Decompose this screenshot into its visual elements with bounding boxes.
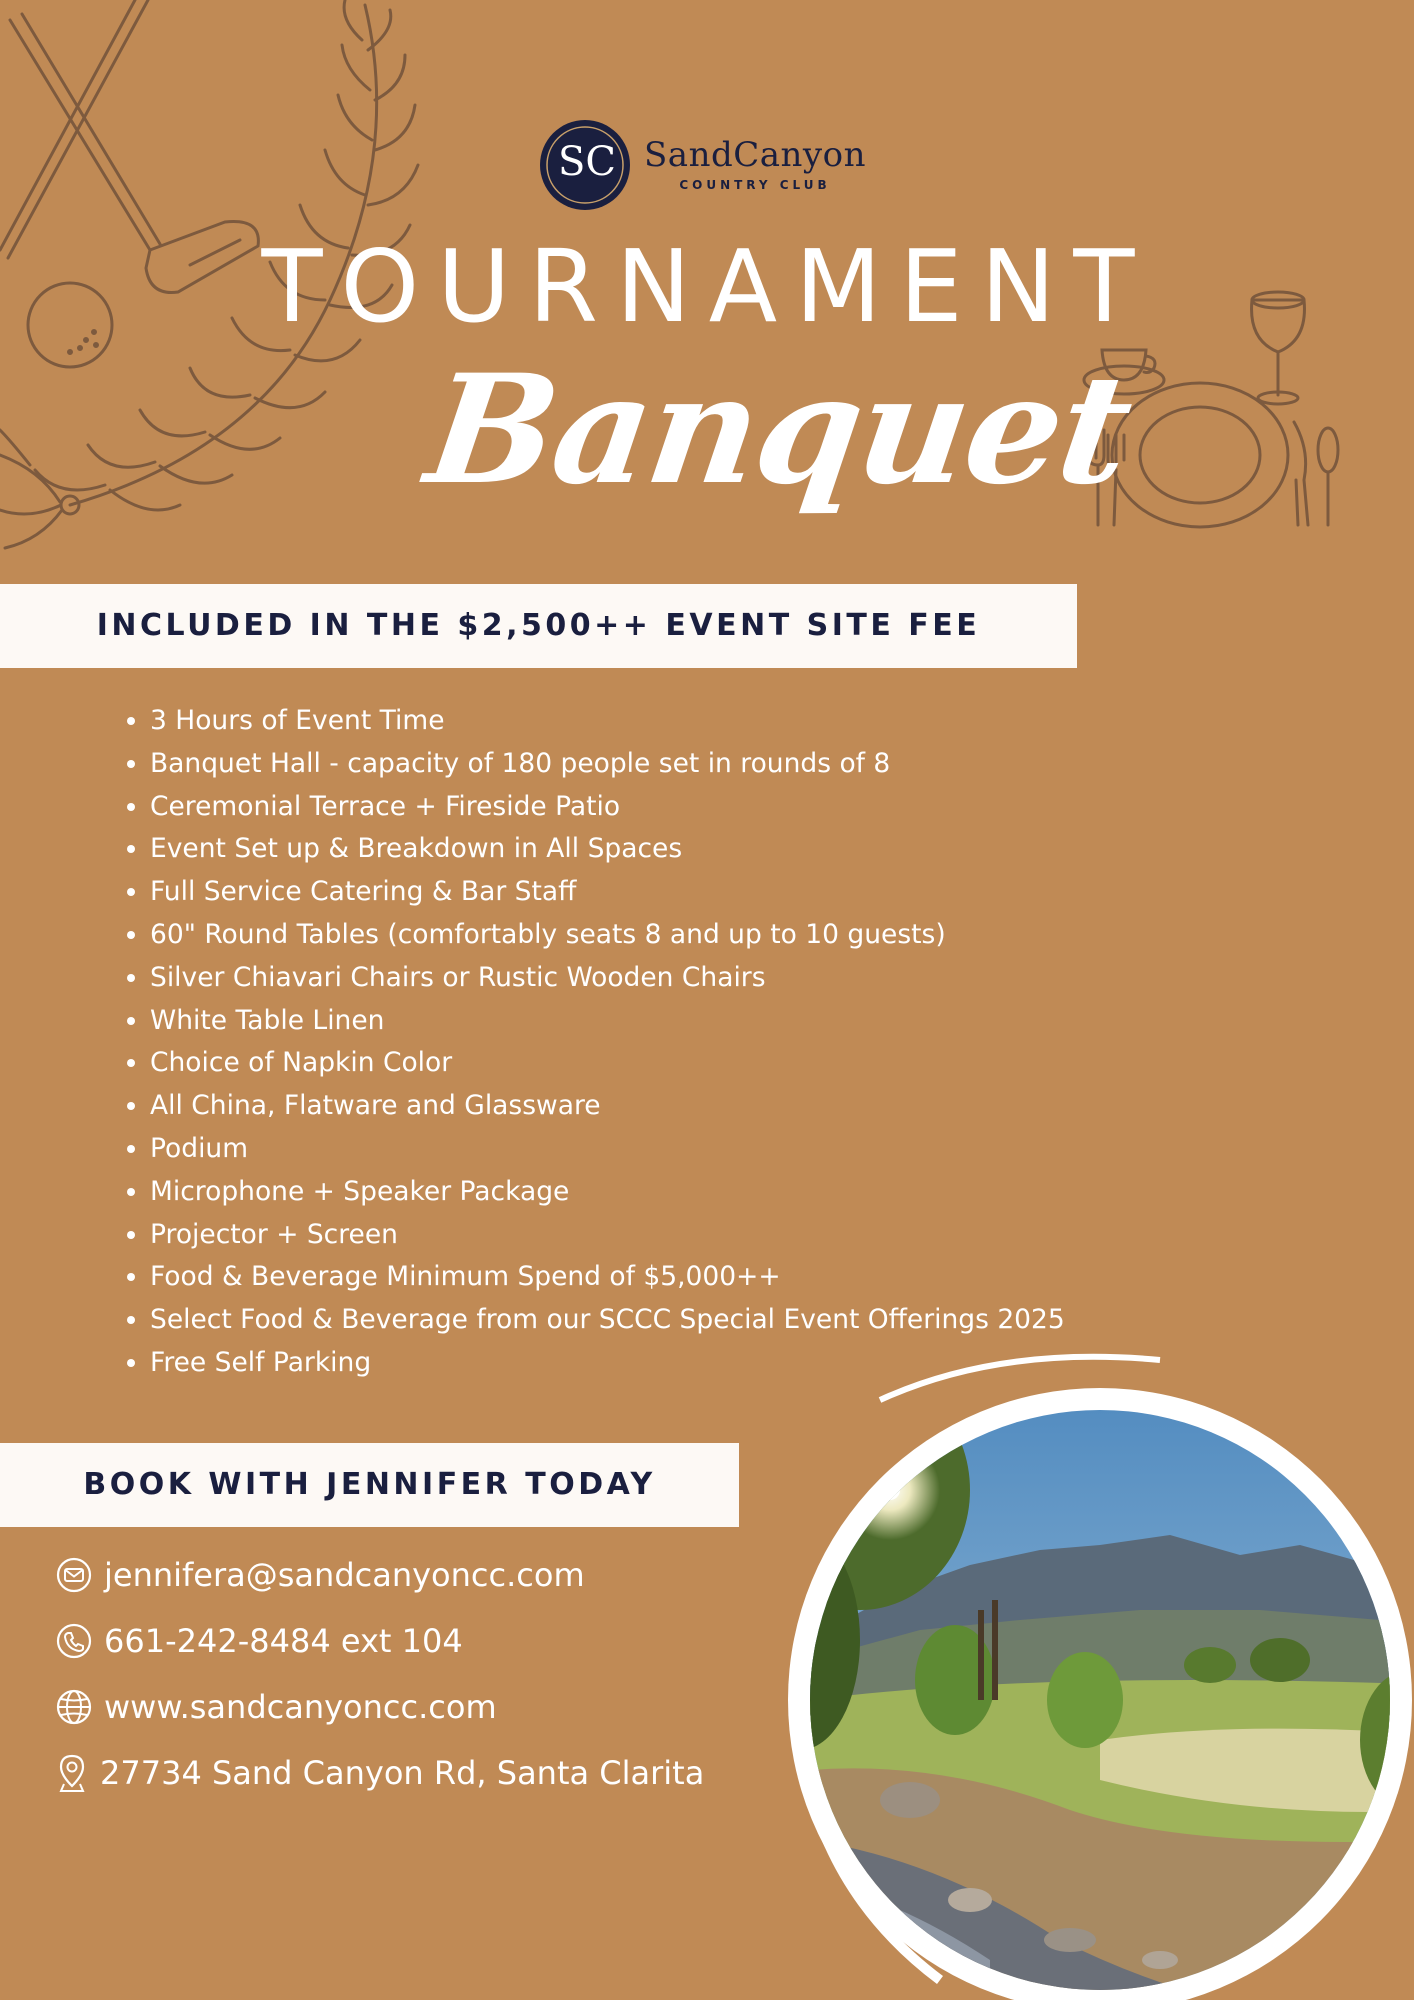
email-link[interactable]: jennifera@sandcanyoncc.com xyxy=(104,1556,585,1594)
website-link[interactable]: www.sandcanyoncc.com xyxy=(104,1688,497,1726)
list-item: • Ceremonial Terrace + Fireside Patio xyxy=(150,786,1065,829)
list-item: • Choice of Napkin Color xyxy=(150,1042,1065,1085)
book-banner: BOOK WITH JENNIFER TODAY xyxy=(0,1443,739,1527)
contact-phone[interactable] xyxy=(56,1608,704,1674)
contact-email[interactable] xyxy=(56,1542,704,1608)
list-item: • Full Service Catering & Bar Staff xyxy=(150,871,1065,914)
list-item: • Projector + Screen xyxy=(150,1214,1065,1257)
list-item: • Banquet Hall - capacity of 180 people set in rounds of 8 xyxy=(150,743,1065,786)
monogram-text: SC xyxy=(558,139,617,185)
list-item: • Microphone + Speaker Package xyxy=(150,1171,1065,1214)
features-list xyxy=(118,700,1065,1385)
brand-subtitle: COUNTRY CLUB xyxy=(679,178,831,192)
contact-address[interactable] xyxy=(56,1740,704,1806)
phone-number[interactable]: 661-242-8484 ext 104 xyxy=(104,1622,463,1660)
contact-list xyxy=(56,1542,704,1806)
address-text[interactable]: 27734 Sand Canyon Rd, Santa Clarita xyxy=(100,1754,705,1792)
sc-monogram xyxy=(540,120,630,210)
list-item: • Food & Beverage Minimum Spend of $5,000++ xyxy=(150,1256,1065,1299)
globe-icon xyxy=(56,1689,92,1725)
list-item: • Event Set up & Breakdown in All Spaces xyxy=(150,828,1065,871)
list-item: • 3 Hours of Event Time xyxy=(150,700,1065,743)
fee-banner: INCLUDED IN THE $2,500++ EVENT SITE FEE xyxy=(0,584,1077,668)
brand-name: SandCanyon xyxy=(644,135,866,175)
map-pin-icon xyxy=(56,1753,88,1793)
phone-icon xyxy=(56,1623,92,1659)
list-item: • White Table Linen xyxy=(150,1000,1065,1043)
list-item: • 60" Round Tables (comfortably seats 8 and up to 10 guests) xyxy=(150,914,1065,957)
title-tournament: TOURNAMENT xyxy=(261,228,1153,345)
list-item: • Podium xyxy=(150,1128,1065,1171)
list-item: • Silver Chiavari Chairs or Rustic Wooden Chairs xyxy=(150,957,1065,1000)
envelope-icon xyxy=(56,1557,92,1593)
golf-course-photo xyxy=(740,1340,1414,2000)
title-banquet: Banquet xyxy=(417,342,1141,518)
contact-website[interactable] xyxy=(56,1674,704,1740)
list-item: • All China, Flatware and Glassware xyxy=(150,1085,1065,1128)
club-logo xyxy=(540,120,866,210)
list-item: • Free Self Parking xyxy=(150,1342,1065,1385)
list-item: • Select Food & Beverage from our SCCC Special Event Offerings 2025 xyxy=(150,1299,1065,1342)
